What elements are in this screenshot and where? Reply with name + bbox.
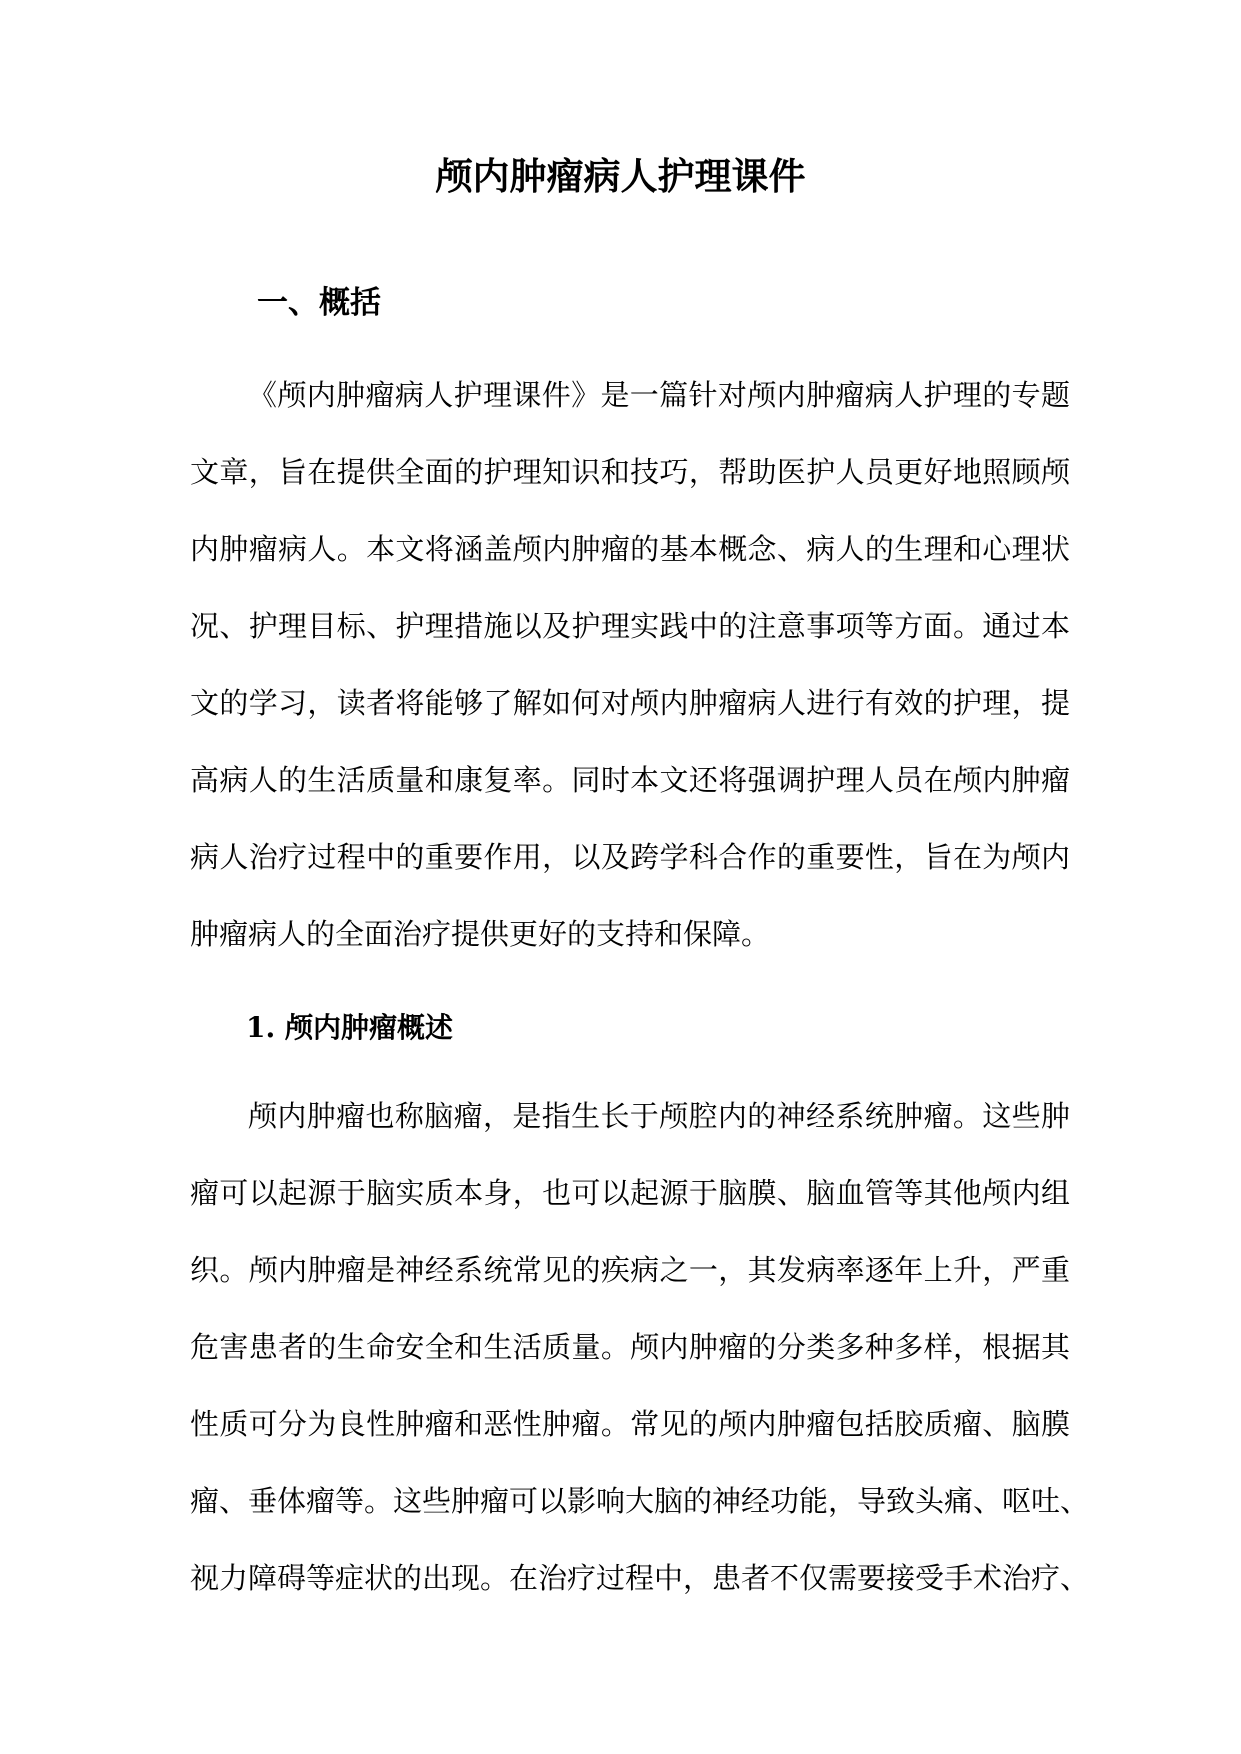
document-title: 颅内肿瘤病人护理课件 xyxy=(435,154,806,198)
paragraph-line: 内肿瘤病人。本文将涵盖颅内肿瘤的基本概念、病人的生理和心理状 xyxy=(190,532,1070,566)
paragraph-line: 高病人的生活质量和康复率。同时本文还将强调护理人员在颅内肿瘤 xyxy=(190,763,1070,797)
paragraph-line: 织。颅内肿瘤是神经系统常见的疾病之一，其发病率逐年上升，严重 xyxy=(190,1253,1070,1287)
paragraph-line: 瘤、垂体瘤等。这些肿瘤可以影响大脑的神经功能，导致头痛、呕吐、 xyxy=(190,1484,1090,1518)
paragraph-line: 病人治疗过程中的重要作用，以及跨学科合作的重要性，旨在为颅内 xyxy=(190,840,1070,874)
paragraph-line: 《颅内肿瘤病人护理课件》是一篇针对颅内肿瘤病人护理的专题 xyxy=(248,378,1070,412)
paragraph-line: 文的学习，读者将能够了解如何对颅内肿瘤病人进行有效的护理，提 xyxy=(190,686,1070,720)
paragraph-line: 况、护理目标、护理措施以及护理实践中的注意事项等方面。通过本 xyxy=(190,609,1070,643)
subsection-heading-intracranial-tumor-overview: 1. 颅内肿瘤概述 xyxy=(246,1011,453,1044)
overview-paragraph xyxy=(190,357,1070,973)
paragraph-line: 瘤可以起源于脑实质本身，也可以起源于脑膜、脑血管等其他颅内组 xyxy=(190,1176,1070,1210)
paragraph-line: 颅内肿瘤也称脑瘤，是指生长于颅腔内的神经系统肿瘤。这些肿 xyxy=(248,1099,1070,1133)
section-heading-overview: 一、概括 xyxy=(257,285,381,321)
paragraph-line: 视力障碍等症状的出现。在治疗过程中，患者不仅需要接受手术治疗、 xyxy=(190,1561,1090,1595)
paragraph-line: 性质可分为良性肿瘤和恶性肿瘤。常见的颅内肿瘤包括胶质瘤、脑膜 xyxy=(190,1407,1070,1441)
paragraph-line: 危害患者的生命安全和生活质量。颅内肿瘤的分类多种多样，根据其 xyxy=(190,1330,1070,1364)
tumor-overview-paragraph xyxy=(190,1078,1090,1617)
paragraph-line: 文章，旨在提供全面的护理知识和技巧，帮助医护人员更好地照顾颅 xyxy=(190,455,1070,489)
paragraph-line: 肿瘤病人的全面治疗提供更好的支持和保障。 xyxy=(190,917,771,951)
